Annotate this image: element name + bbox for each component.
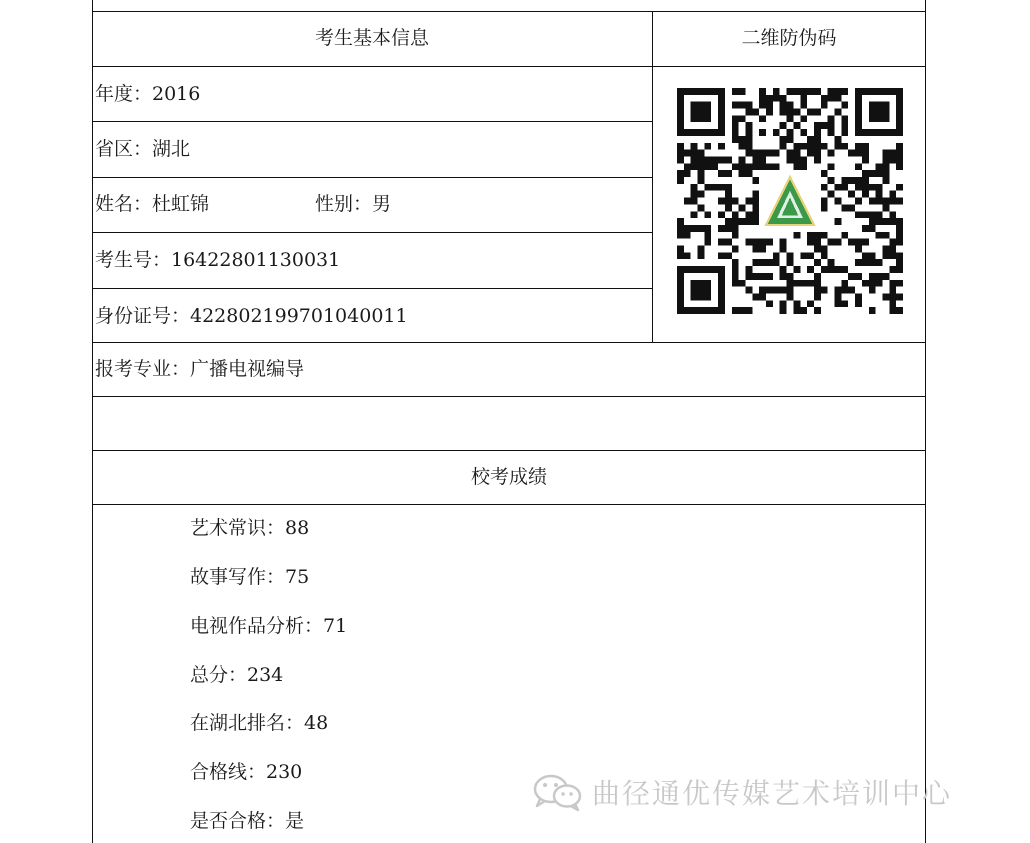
score-item: 合格线：230 [190,761,303,783]
watermark-text: 曲径通优传媒艺术培训中心 [592,777,953,810]
major-field: 报考专业：广播电视编导 [95,358,305,380]
table-rule [92,450,926,451]
score-item: 总分：234 [190,664,284,686]
province-field: 省区：湖北 [95,138,191,160]
name-field: 姓名：杜虹锦 [95,193,210,215]
watermark [532,770,952,814]
table-rule [92,232,652,233]
id-number-field: 身份证号：422802199701040011 [95,305,408,327]
basic-info-header: 考生基本信息 [314,27,429,49]
table-rule [92,11,926,12]
score-item: 在湖北排名：48 [190,712,329,734]
qr-code-icon [677,88,903,314]
table-rule [92,66,926,67]
qr-code-header: 二维防伪码 [741,27,837,49]
gender-field: 性别：男 [315,193,392,215]
year-field: 年度：2016 [95,83,201,105]
table-rule [92,121,652,122]
score-item: 电视作品分析：71 [190,615,348,637]
score-item: 是否合格：是 [190,810,305,832]
column-divider [652,11,653,342]
table-rule [92,342,926,343]
table-rule [92,396,926,397]
scores-header: 校考成绩 [470,466,547,488]
table-rule [92,177,652,178]
score-item: 艺术常识：88 [190,517,310,539]
school-emblem-icon [763,174,818,229]
table-rule [92,288,652,289]
table-rule [92,504,926,505]
wechat-icon [532,772,584,812]
score-item: 故事写作：75 [190,566,310,588]
exam-number-field: 考生号：16422801130031 [95,249,341,271]
